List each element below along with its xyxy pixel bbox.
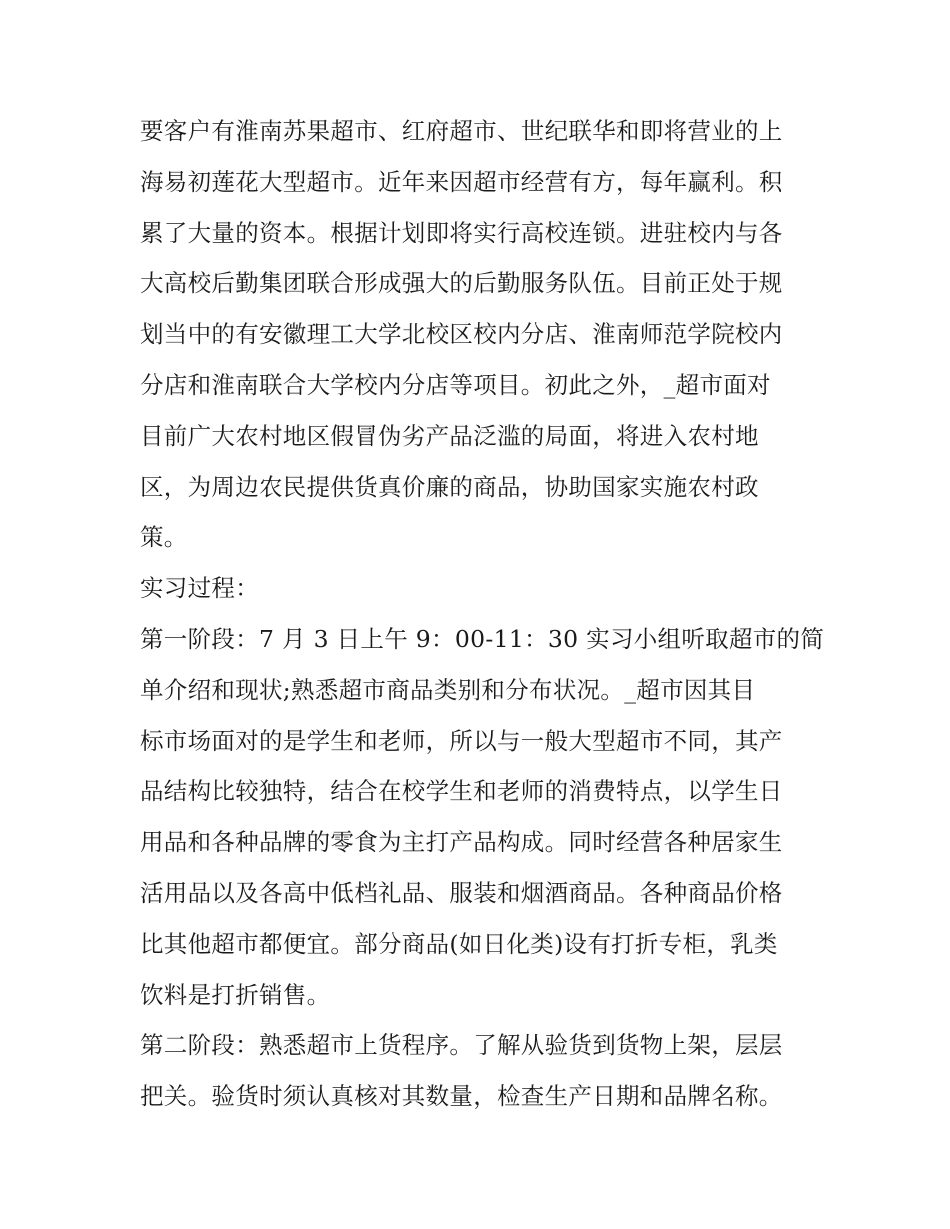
text-line: 比其他超市都便宜。部分商品(如日化类)设有打折专柜，乳类	[140, 929, 778, 958]
text-line: 品结构比较独特，结合在校学生和老师的消费特点，以学生日	[140, 777, 783, 806]
text-line: 大高校后勤集团联合形成强大的后勤服务队伍。目前正处于规	[140, 269, 783, 298]
text-line: 用品和各种品牌的零食为主打产品构成。同时经营各种居家生	[140, 828, 783, 857]
text-line: 标市场面对的是学生和老师，所以与一般大型超市不同，其产	[140, 726, 783, 755]
body-text	[140, 106, 825, 1122]
text-line: 第二阶段：熟悉超市上货程序。了解从验货到货物上架，层层	[140, 1031, 783, 1060]
text-line: 区，为周边农民提供货真价廉的商品，协助国家实施农村政	[140, 472, 759, 501]
text-line: 划当中的有安徽理工大学北校区校内分店、淮南师范学院校内	[140, 320, 783, 349]
text-line: 分店和淮南联合大学校内分店等项目。初此之外，_超市面对	[140, 370, 771, 399]
text-line: 目前广大农村地区假冒伪劣产品泛滥的局面，将进入农村地	[140, 421, 759, 450]
text-line: 要客户有淮南苏果超市、红府超市、世纪联华和即将营业的上	[140, 117, 783, 145]
text-line: 累了大量的资本。根据计划即将实行高校连锁。进驻校内与各	[140, 218, 783, 247]
text-line: 策。	[140, 523, 188, 552]
text-line: 单介绍和现状;熟悉超市商品类别和分布状况。_超市因其目	[140, 675, 756, 704]
text-line: 活用品以及各高中低档礼品、服装和烟酒商品。各种商品价格	[140, 878, 783, 907]
text-line: 饮料是打折销售。	[140, 980, 331, 1009]
section-heading: 实习过程：	[140, 574, 259, 603]
text-line: 把关。验货时须认真核对其数量，检查生产日期和品牌名称。	[140, 1082, 783, 1111]
text-line: 海易初莲花大型超市。近年来因超市经营有方，每年赢利。积	[140, 167, 783, 196]
text-line: 第一阶段：7 月 3 日上午 9：00-11：30 实习小组听取超市的简	[140, 624, 825, 653]
